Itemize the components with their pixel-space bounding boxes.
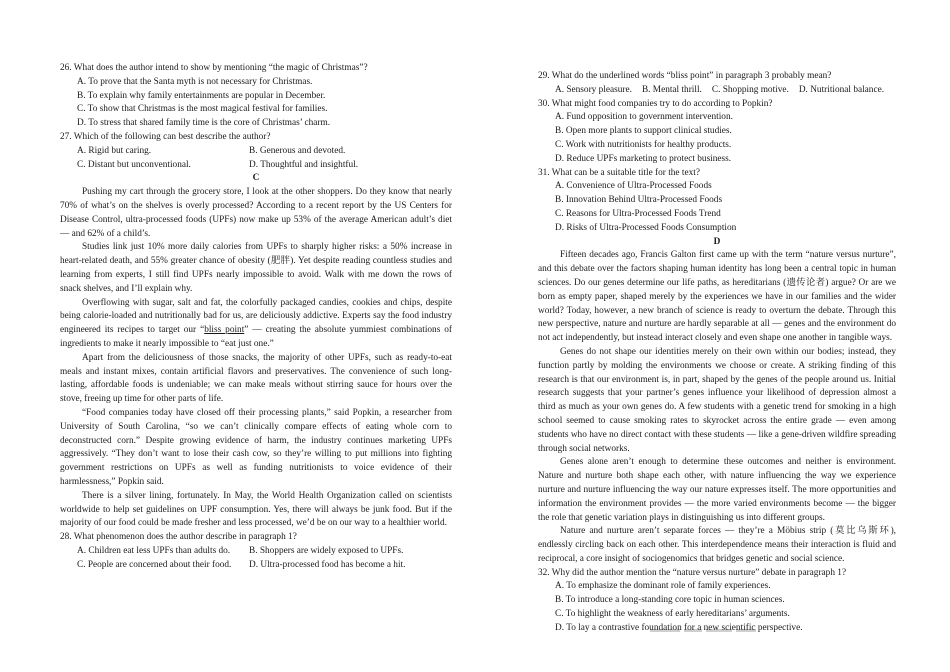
question-31-option-d: D. Risks of Ultra-Processed Foods Consumption <box>555 222 737 233</box>
question-27-stem: 27. Which of the following can best describe the author? <box>60 131 271 142</box>
passage-c-paragraph-5: “Food companies today have closed off their processing plants,” said Popkin, a researcher from University of South Carolina, “so we can’t clinically compare effects of eating whole corn to deconstructed corn.” Despite growing evidence of harm, the industry continues marketing UPFs aggressively. “They don’t want to lose their cash cow, so they’re willing to put millions into fighting government restrictions on UPFs as well as funding nutritionists to voice evidence of their harmlessness,” Popkin said. <box>60 407 452 487</box>
question-26-stem: 26. What does the author intend to show by mentioning “the magic of Christmas”? <box>60 63 368 73</box>
question-27-option-b: B. Generous and devoted. <box>249 145 346 156</box>
question-30-option-c: C. Work with nutritionists for healthy products. <box>555 139 732 150</box>
question-29-option-d: D. Nutritional balance. <box>798 84 885 95</box>
question-32-option-c: C. To highlight the weakness of early hereditarians’ arguments. <box>555 609 790 620</box>
passage-d-paragraph-2: Genes do not shape our identities merely on their own within our bodies; instead, they function partly by molding the environments we choose or create. A striking finding of this research is that our environment is, in part, shaped by the genes of the people around us. Initial research suggests that your partner’s genes influence your likelihood of depression almost a third as much as your own genes do. A few students with a genetic trend for smoking in a high school seemed to cause smoking rates to skyrocket across the entire grade — even among students who have no direct contact with these students — like a gene-driven wildfire spreading through social networks. <box>538 346 896 454</box>
question-28-stem: 28. What phenomenon does the author describe in paragraph 1? <box>60 532 297 543</box>
question-29-option-a: A. Sensory pleasure. <box>555 84 632 95</box>
section-c-heading: C <box>252 173 260 184</box>
passage-c-paragraph-6: There is a silver lining, fortunately. In May, the World Health Organization called on scientists worldwide to help set guidelines on UPF consumption. Yes, there will always be junk food. But if the majority of our food could be made fresher and less processed, we’d be on our way to a healthier world. <box>60 490 452 529</box>
question-29-option-b: B. Mental thrill. <box>641 84 702 95</box>
question-31-stem: 31. What can be a suitable title for the text? <box>538 167 700 178</box>
question-27-option-d: D. Thoughtful and insightful. <box>249 159 359 170</box>
question-29-options-row <box>555 84 896 98</box>
question-27-options-row-1 <box>77 145 452 159</box>
passage-c-paragraph-1: Pushing my cart through the grocery store, I look at the other shoppers. Do they know that nearly 70% of what’s on the shelves is overly processed? According to a recent report by the US Centers for Disease Control, ultra-processed foods (UPFs) now make up 53% of the average American adult’s diet — and 62% of a child’s. <box>60 187 452 239</box>
passage-c-paragraph-2: Studies link just 10% more daily calories from UPFs to sharply higher risks: a 50% increase in heart-related death, and 55% greater chance of obesity (肥胖). Yet despite reading countless studies and learning from experts, I still find UPFs nearly impossible to avoid. Walk with me down the rows of snack shelves, and I’ll explain why. <box>60 242 452 294</box>
faded-page-footer <box>650 629 780 635</box>
passage-d-paragraph-3: Genes alone aren’t enough to determine these outcomes and neither is environment. Nature and nurture both shape each other, with nature influencing the way we experience nurture and nurture influencing the way our nature expresses itself. The more opportunities and information the environment provides — the more varied environments become — the bigger the role that genetic variation plays in distinguishing us into different groups. <box>538 457 896 523</box>
question-29-stem: 29. What do the underlined words “bliss point” in paragraph 3 probably mean? <box>538 71 832 81</box>
passage-c-paragraph-4: Apart from the deliciousness of those snacks, the majority of other UPFs, such as ready-to-eat meals and instant mixes, contain artificial flavors and preservatives. The convenience of such long-lasting, affordable foods is undeniable; we can make meals without stirring sauce for hours over the stove, freeing up time for other parts of life. <box>60 352 452 405</box>
question-31-option-c: C. Reasons for Ultra-Processed Foods Trend <box>555 208 721 219</box>
question-28-option-a: A. Children eat less UPFs than adults do. <box>77 545 231 556</box>
question-32-option-a: A. To emphasize the dominant role of family experiences. <box>555 581 771 592</box>
passage-d-paragraph-1: Fifteen decades ago, Francis Galton first came up with the term “nature versus nurture”, and this debate over the factors shaping human identity has long been a central topic in human sciences. Do our genes determine our life paths, as hereditarians (遗传论者) argue? Or are we born as empty paper, shaped merely by the experiences we have in our families and the wider world? Today, however, a new branch of science is ready to overturn the debate. Through this new perspective, nature and nurture are hardly separable at all — genes and the environment do not act independently, but instead interact closely and even shape one another in tangible ways. <box>538 250 896 344</box>
question-28-option-d: D. Ultra-processed food has become a hit. <box>249 559 406 570</box>
question-28-options-row-2 <box>77 559 452 573</box>
section-d-heading: D <box>713 236 721 247</box>
question-32-option-b: B. To introduce a long-standing core topic in human sciences. <box>555 595 785 606</box>
question-30-option-b: B. Open more plants to support clinical studies. <box>555 126 732 137</box>
question-26-option-c: C. To show that Christmas is the most magical festival for families. <box>77 104 328 115</box>
passage-c-paragraph-3: Overflowing with sugar, salt and fat, the colorfully packaged candies, cookies and chips, despite being calorie-loaded and nutritionally bad for us, are deliciously addictive. Experts say the food industry engineered its recipes to target our “bliss point” — creating the absolute yummiest combinations of ingredients to make it nearly impossible to “eat just one.” <box>60 297 452 349</box>
left-column <box>60 62 452 572</box>
underlined-bliss-point: bliss point <box>204 325 245 336</box>
question-26-option-d: D. To stress that shared family time is the core of Christmas’ charm. <box>77 118 331 129</box>
question-27-option-a: A. Rigid but caring. <box>77 145 152 156</box>
question-26-option-b: B. To explain why family entertainments are popular in December. <box>77 90 326 101</box>
question-30-option-a: A. Fund opposition to government intervention. <box>555 112 733 123</box>
question-31-option-b: B. Innovation Behind Ultra-Processed Foods <box>555 195 723 206</box>
passage-d-paragraph-4: Nature and nurture aren’t separate forces — they’re a Möbius strip (莫比乌斯环), endlessly circling back on each other. This interdependence means their interaction is fluid and reciprocal, a core insight of sociogenomics that bridges genetic and social science. <box>538 526 896 564</box>
question-32-stem: 32. Why did the author mention the “nature versus nurture” debate in paragraph 1? <box>538 567 847 578</box>
question-28-option-b: B. Shoppers are widely exposed to UPFs. <box>249 545 404 556</box>
question-28-option-c: C. People are concerned about their food. <box>77 559 232 570</box>
question-27-option-c: C. Distant but unconventional. <box>77 159 191 170</box>
question-30-stem: 30. What might food companies try to do according to Popkin? <box>538 98 773 109</box>
question-31-option-a: A. Convenience of Ultra-Processed Foods <box>555 181 712 192</box>
question-27-options-row-2 <box>77 159 452 173</box>
question-26-option-a: A. To prove that the Santa myth is not necessary for Christmas. <box>77 76 313 87</box>
right-column <box>538 70 896 636</box>
question-30-option-d: D. Reduce UPFs marketing to protect business. <box>555 153 732 164</box>
question-32-option-d: D. To lay a contrastive foundation for a new scientific perspective. <box>555 622 803 633</box>
question-29-option-c: C. Shopping motive. <box>711 84 789 95</box>
question-28-options-row-1 <box>77 545 452 559</box>
